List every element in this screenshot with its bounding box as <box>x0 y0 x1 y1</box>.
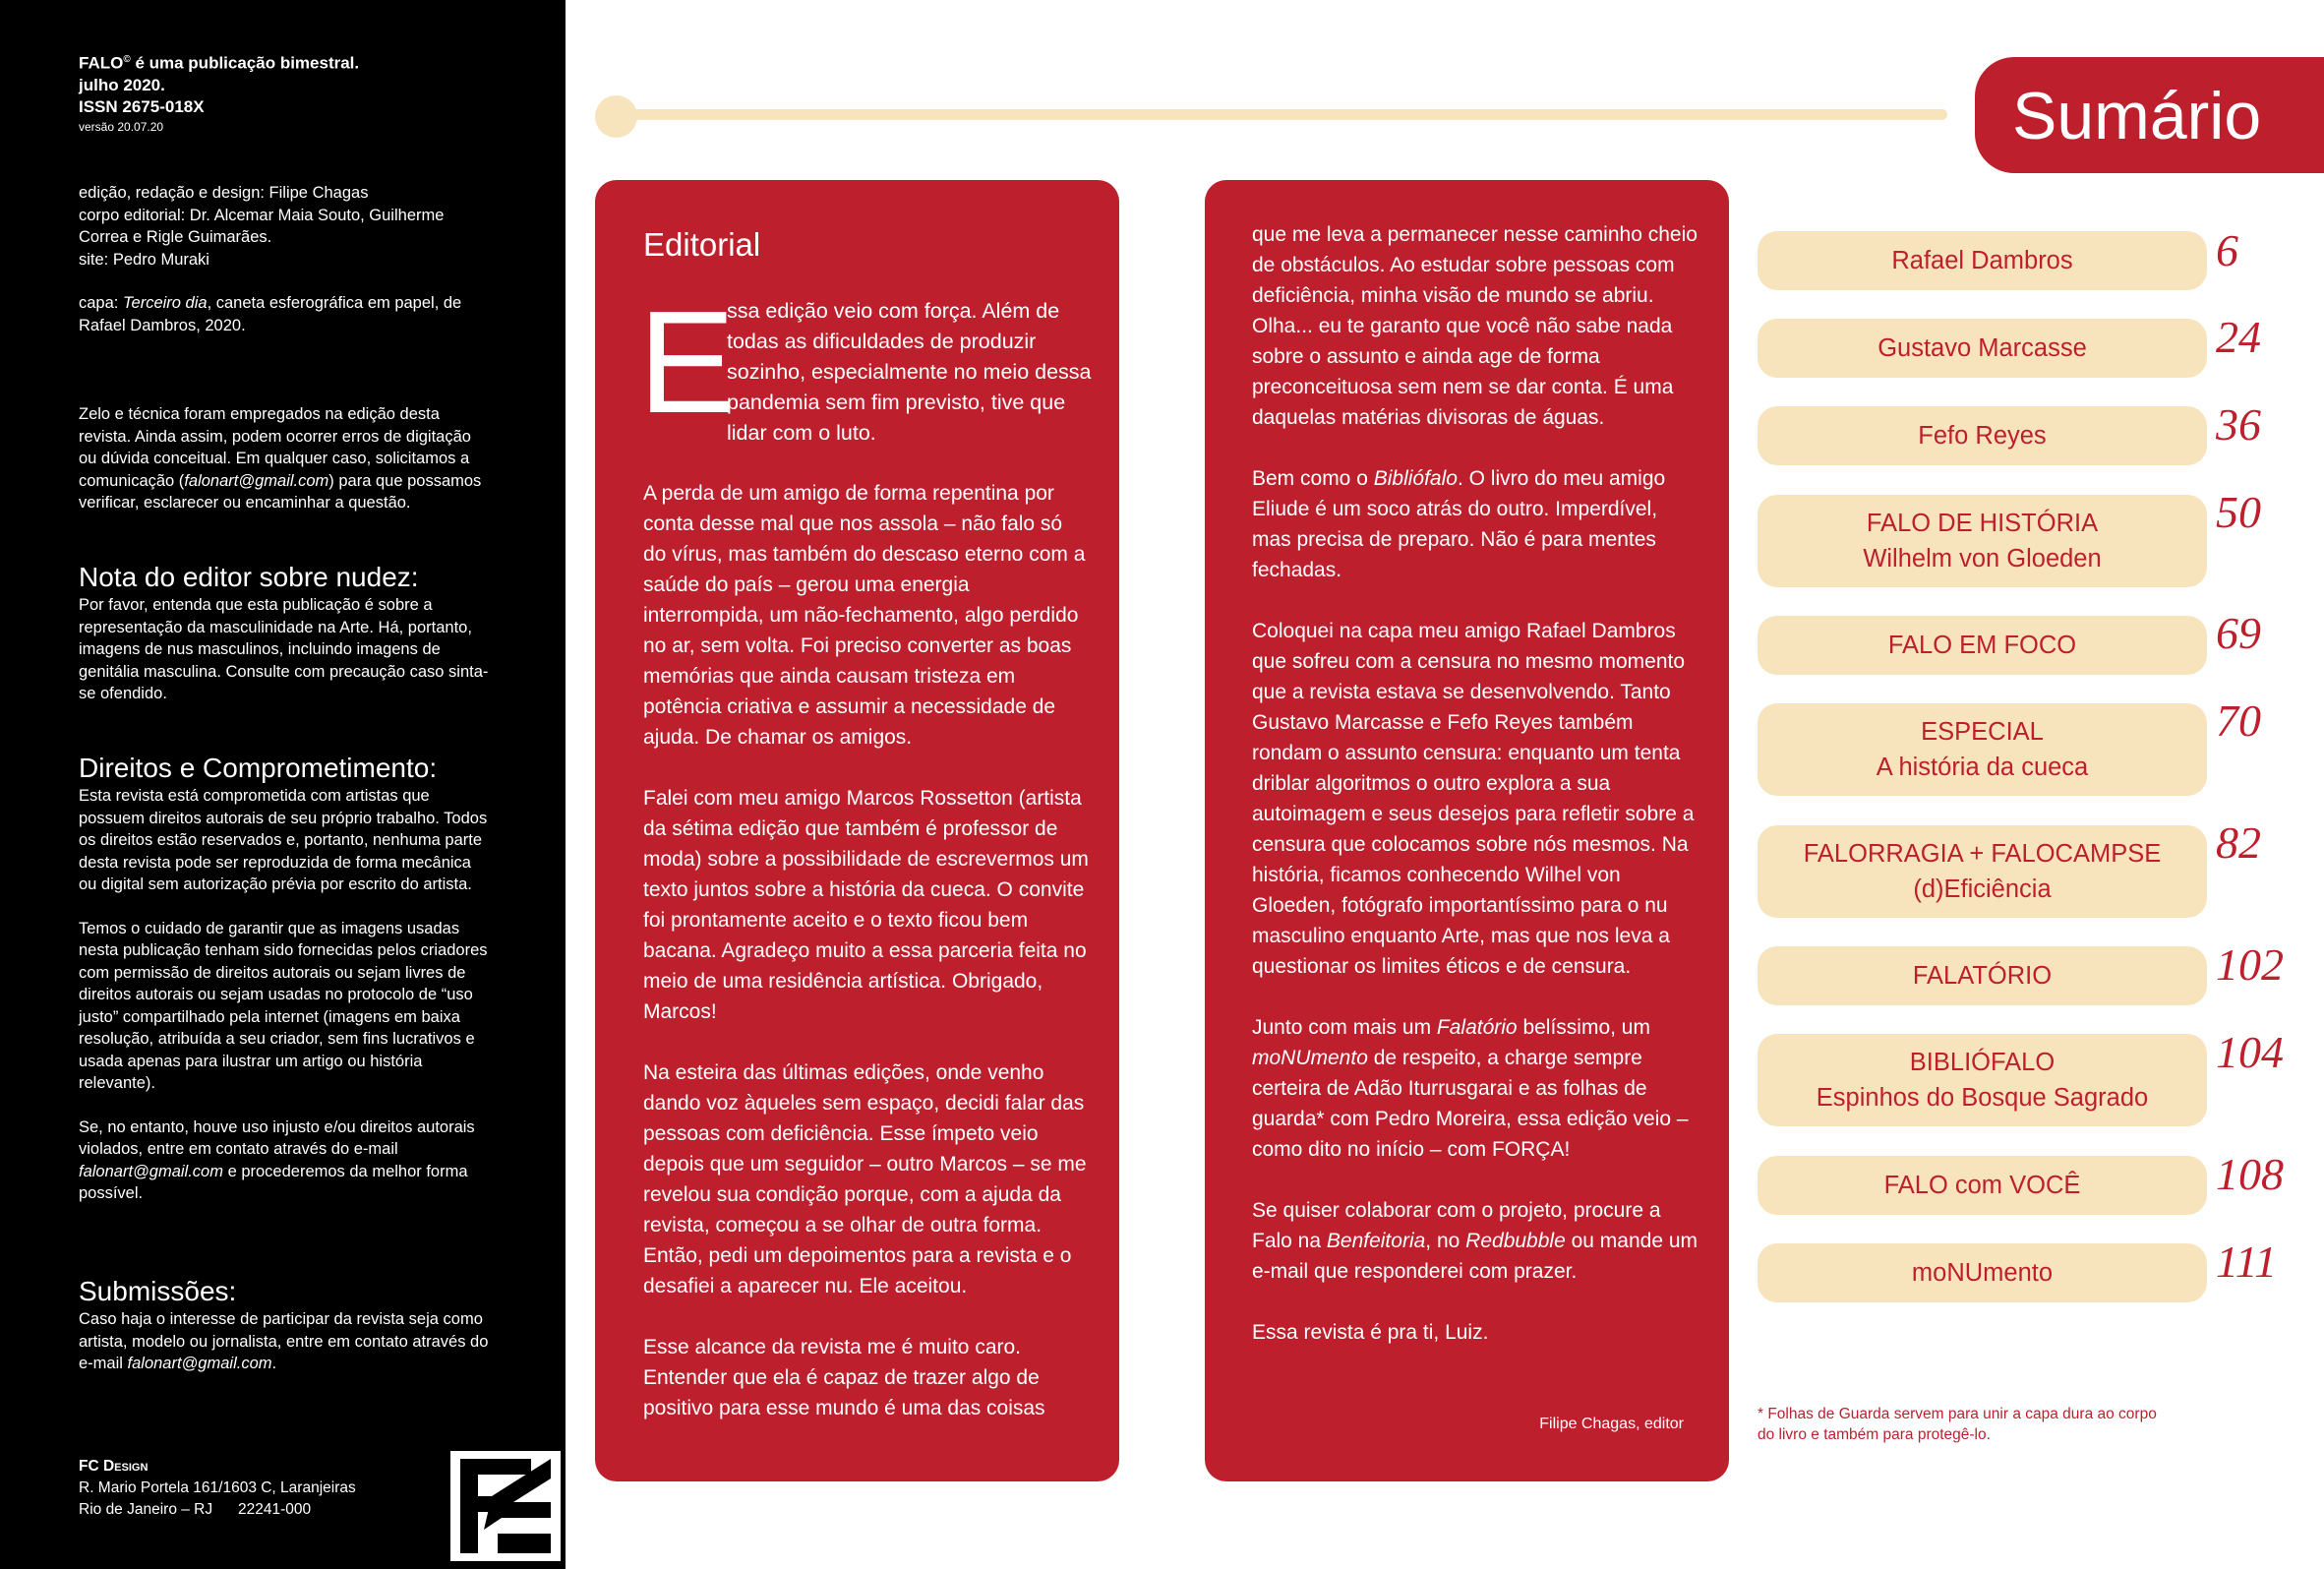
toc-page-number: 69 <box>2216 608 2261 658</box>
toc-item-subtitle: Wilhelm von Gloeden <box>1863 545 2102 573</box>
nudity-note <box>79 561 492 705</box>
toc-page-number: 111 <box>2216 1237 2278 1287</box>
toc-page-number: 82 <box>2216 817 2261 868</box>
rights-paragraph: Esta revista está comprometida com artistas que possuem direitos autorais de seu próprio trabalho. Todos os direitos estão reservados e, portanto, nenhuma parte desta revista pode ser reproduzida de forma mecânica ou digital sem autorização prévia por escrito do artista. <box>79 787 488 893</box>
editorial-paragraph: A perda de um amigo de forma repentina por conta desse mal que nos assola – não falo só do vírus, mas também do descaso eterno com a saúde do país – gerou uma energia interrompida, um não-fechamento, algo perdido no ar, sem volta. Foi preciso converter as boas memórias que ainda causam tristeza em potência criativa e assumir a necessidade de ajuda. De chamar os amigos. <box>643 482 1086 749</box>
credits-cover: capa: Terceiro dia, caneta esferográfica em papel, de Rafael Dambros, 2020. <box>79 294 462 334</box>
email-link[interactable]: falonart@gmail.com <box>127 1355 272 1372</box>
toc-page-number: 24 <box>2216 312 2261 362</box>
toc-item-subtitle: Espinhos do Bosque Sagrado <box>1816 1084 2149 1112</box>
publisher-address <box>79 1456 433 1521</box>
submissions-text: Caso haja o interesse de participar da revista seja como artista, modelo ou jornalista, entre em contato através do e-mail falonart@gmail.com. <box>79 1310 489 1372</box>
toc-page-number: 50 <box>2216 487 2261 537</box>
toc-page-number: 104 <box>2216 1027 2284 1077</box>
toc-item[interactable] <box>1758 703 2207 796</box>
toc-item-title: ESPECIAL <box>1921 718 2044 746</box>
editorial-paragraph: Essa revista é pra ti, Luiz. <box>1252 1321 1489 1344</box>
sumario-title: Sumário <box>2012 79 2262 153</box>
publisher-street: R. Mario Portela 161/1603 C, Laranjeiras <box>79 1479 356 1496</box>
editor-signature: Filipe Chagas, editor <box>1539 1416 1684 1432</box>
credits-editing: edição, redação e design: Filipe Chagas <box>79 184 369 202</box>
timeline-dot <box>595 95 637 138</box>
toc-item[interactable] <box>1758 825 2207 918</box>
toc-page-number: 108 <box>2216 1149 2284 1199</box>
timeline-bar <box>615 109 1947 120</box>
editorial-panel-right <box>1205 180 1729 1481</box>
toc-item[interactable] <box>1758 231 2207 290</box>
toc-item-title: Rafael Dambros <box>1891 247 2073 274</box>
toc-item[interactable] <box>1758 495 2207 587</box>
colophon-sidebar <box>0 0 566 1569</box>
editorial-paragraph: Falei com meu amigo Marcos Rossetton (artista da sétima edição que também é professor de moda) sobre a possibilidade de escrevermos um texto juntos sobre a história da cueca. O convite foi prontamente aceito e o texto ficou bem bacana. Agradeço muito a essa parceria feita no meio de uma residência artística. Obrigado, Marcos! <box>643 787 1089 1023</box>
magazine-name: FALO <box>79 53 124 73</box>
email-link[interactable]: falonart@gmail.com <box>184 471 329 490</box>
email-link[interactable]: falonart@gmail.com <box>79 1162 223 1180</box>
submissions-heading: Submissões: <box>79 1276 237 1306</box>
toc-item[interactable] <box>1758 1156 2207 1215</box>
editorial-paragraph: Na esteira das últimas edições, onde venho dando voz àqueles sem espaço, decidi falar das pessoas com deficiência. Esse ímpeto veio depois que um seguidor – outro Marcos – se me revelou sua condição porque, com a ajuda da revista, começou a se olhar de outra forma. Então, pedi um depoimentos para a revista e o desafiei a aparecer nu. Ele aceitou. <box>643 1061 1087 1297</box>
toc-item-title: FALO com VOCÊ <box>1883 1172 2081 1199</box>
issue-date: julho 2020. <box>79 75 165 94</box>
rights-heading: Direitos e Comprometimento: <box>79 753 438 783</box>
editorial-lead: ssa edição veio com força. Além de todas as dificuldades de produzir sozinho, especialmente no meio dessa pandemia sem fim previsto, tive que lidar com o luto. <box>727 299 1092 445</box>
toc-item-subtitle: A história da cueca <box>1876 754 2089 781</box>
editorial-paragraph: Bem como o Bibliófalo. O livro do meu amigo Eliude é um soco atrás do outro. Imperdível, mas precisa de preparo. Não é para mentes fechadas. <box>1252 467 1666 581</box>
toc-item[interactable] <box>1758 1034 2207 1126</box>
toc-item[interactable] <box>1758 406 2207 465</box>
drop-cap: E <box>638 281 736 444</box>
toc-item-title: FALO DE HISTÓRIA <box>1866 510 2099 537</box>
editorial-panel-left <box>595 180 1119 1481</box>
credits-site: site: Pedro Muraki <box>79 250 209 269</box>
nudity-note-heading: Nota do editor sobre nudez: <box>79 562 419 592</box>
publisher-city: Rio de Janeiro – RJ 22241-000 <box>79 1501 312 1518</box>
editorial-body-left <box>643 478 1091 1423</box>
editorial-paragraph: Se quiser colaborar com o projeto, procure a Falo na Benfeitoria, no Redbubble ou mande um e-mail que responderei com prazer. <box>1252 1199 1698 1283</box>
rights-paragraph: Temos o cuidado de garantir que as imagens usadas nesta publicação tenham sido fornecidas pelos criadores com permissão de direitos autorais ou sejam livres de direitos autorais ou sejam usadas no protocolo de “uso justo” compartilhado pela internet (imagens em baixa resolução, atribuída a seu criador, sem fins lucrativos e usada apenas para ilustrar um artigo ou história relevante). <box>79 919 488 1092</box>
toc-item-title: FALORRAGIA + FALOCAMPSE <box>1803 840 2162 868</box>
footnote: * Folhas de Guarda servem para unir a capa dura ao corpo do livro e também para protegê-lo. <box>1758 1406 2157 1443</box>
toc-item[interactable] <box>1758 946 2207 1005</box>
toc-item-subtitle: (d)Eficiência <box>1913 875 2052 903</box>
toc-item-title: Fefo Reyes <box>1918 422 2047 450</box>
editorial-paragraph: que me leva a permanecer nesse caminho cheio de obstáculos. Ao estudar sobre pessoas com deficiência, minha visão de mundo se abriu. Olha... eu te garanto que você não sabe nada sobre o assunto e ainda age de forma preconceituosa sem nem se dar conta. É uma daquelas matérias divisoras de águas. <box>1252 223 1698 429</box>
rights-section <box>79 752 492 1205</box>
toc-item-title: Gustavo Marcasse <box>1877 334 2087 362</box>
submissions-section <box>79 1275 492 1375</box>
toc-page-number: 36 <box>2216 399 2261 450</box>
toc-item-title: FALO EM FOCO <box>1887 632 2077 659</box>
rights-paragraph: Se, no entanto, houve uso injusto e/ou direitos autorais violados, entre em contato através do e-mail falonart@gmail.com e procederemos da melhor forma possível. <box>79 1117 475 1202</box>
publisher-name: FC Design <box>79 1458 149 1475</box>
toc-item-title: moNUmento <box>1911 1259 2054 1287</box>
version: versão 20.07.20 <box>79 119 164 134</box>
editorial-paragraph: Coloquei na capa meu amigo Rafael Dambros que sofreu com a censura no mesmo momento que a revista estava se desenvolvendo. Tanto Gustavo Marcasse e Fefo Reyes também rondam o assunto censura: enquanto um tenta driblar algoritmos o outro explora a sua autoimagem e seus desejos para refletir sobre a censura que colocamos sobre nós mesmos. Na história, ficamos conhecendo Wilhel von Gloeden, fotógrafo importantíssimo para o nu masculino enquanto Arte, mas que nos leva a questionar os limites éticos e de censura. <box>1252 620 1695 978</box>
toc-page-number: 102 <box>2216 939 2284 990</box>
toc-item[interactable] <box>1758 319 2207 378</box>
editorial-paragraph: Esse alcance da revista me é muito caro. Entender que ela é capaz de trazer algo de positivo para esse mundo é uma das coisas <box>643 1336 1045 1419</box>
colophon-header <box>79 49 492 136</box>
credits-editorial-board: corpo editorial: Dr. Alcemar Maia Souto, Guilherme Correa e Rigle Guimarães. <box>79 206 445 246</box>
quality-note: Zelo e técnica foram empregados na edição desta revista. Ainda assim, podem ocorrer erros de digitação ou dúvida conceitual. Em qualquer caso, solicitamos a comunicação (falonart@gmail.com) para que possamos verificar, esclarecer ou encaminhar a questão. <box>79 405 482 512</box>
issn: ISSN 2675-018X <box>79 96 205 116</box>
toc-page-number: 6 <box>2216 225 2238 275</box>
fc-logo-icon <box>450 1451 561 1561</box>
editorial-paragraph: Junto com mais um Falatório belíssimo, um moNUmento de respeito, a charge sempre certeira de Adão Iturrusgarai e as folhas de guarda* com Pedro Moreira, essa edição veio – como dito no início – com FORÇA! <box>1252 1016 1689 1161</box>
toc-item[interactable] <box>1758 1243 2207 1302</box>
editorial-body-right <box>1252 219 1699 1348</box>
toc-item-title: FALATÓRIO <box>1912 962 2053 990</box>
toc-item[interactable] <box>1758 616 2207 675</box>
nudity-note-text: Por favor, entenda que esta publicação é sobre a representação da masculinidade na Arte. Há, portanto, imagens de nus masculinos, incluindo imagens de genitália masculina. Consulte com precaução caso sinta-se ofendido. <box>79 596 489 702</box>
credits <box>79 182 492 336</box>
toc-page-number: 70 <box>2216 695 2261 746</box>
registered-mark: © <box>123 54 131 65</box>
publication-frequency: é uma publicação bimestral. <box>130 53 360 73</box>
toc-item-title: BIBLIÓFALO <box>1909 1049 2056 1076</box>
editorial-title: Editorial <box>643 226 761 263</box>
fc-design-logo <box>450 1451 561 1561</box>
